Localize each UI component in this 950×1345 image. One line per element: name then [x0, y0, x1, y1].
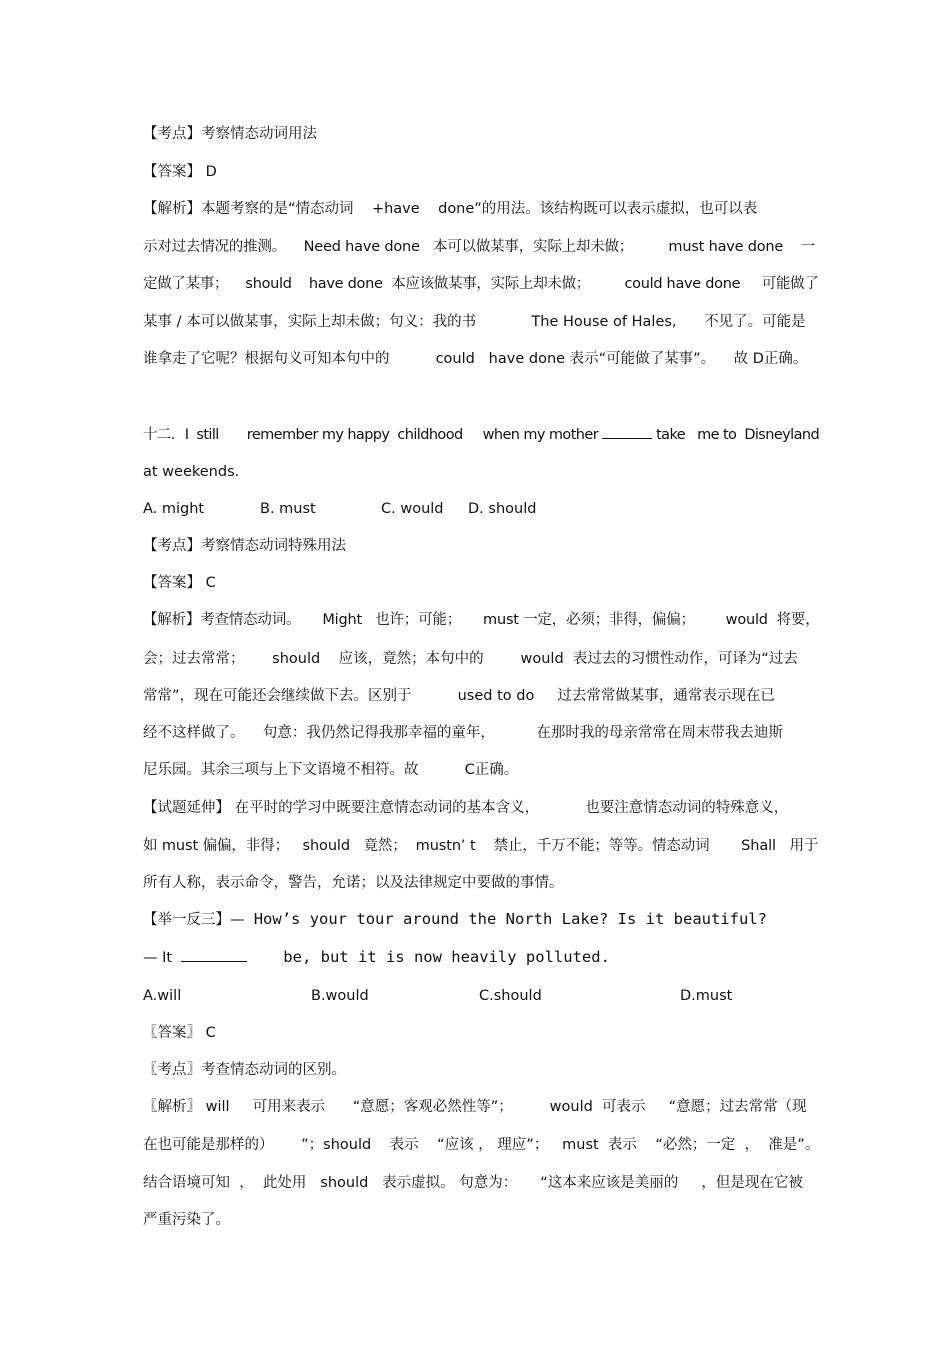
- analysis-line: 示对过去情况的推测。 Need have done 本可以做某事，实际上却未做； must have done 一: [143, 239, 816, 255]
- kaodian-line: 【考点】考察情态动词用法: [143, 126, 317, 142]
- follow-up-reply: [143, 947, 610, 968]
- extension-line: 如 must 偏偏，非得； should 竟然； mustn’ t 禁止，千万不能；等等。情态动词 Shall 用于: [143, 838, 819, 854]
- follow-up-question: [143, 909, 767, 930]
- option-b: B. must: [260, 501, 316, 517]
- kaodian-line: 【考点】考察情态动词特殊用法: [143, 538, 346, 554]
- analysis-line: 会；过去常常； should 应该，竟然；本句中的 would 表过去的习惯性动作，可译为“过去: [143, 651, 798, 667]
- option-b: B.would: [311, 988, 369, 1004]
- option-d: D. should: [468, 501, 537, 517]
- answer-line: 【答案】 C: [143, 575, 216, 591]
- kaodian-line: 〖考点〗考查情态动词的区别。: [143, 1062, 346, 1078]
- follow-up-label: 【举一反三】—: [143, 912, 254, 928]
- option-a: A. might: [143, 501, 205, 517]
- analysis-line: 【解析】本题考察的是“情态动词 +have done”的用法。该结构既可以表示虚拟，也可以表: [143, 201, 758, 217]
- reply-prefix: — It: [143, 950, 182, 966]
- analysis-line: 【解析】考查情态动词。 Might 也许；可能； must 一定，必须；非得，偏偏； would 将要，: [143, 612, 820, 628]
- follow-up-question-text: How’s your tour around the North Lake? Is it beautiful?: [253, 910, 767, 928]
- analysis-line: 在也可能是那样的） ”；should 表示 “应该 ， 理应”； must 表示 “必然；一定 ， 准是”。: [143, 1137, 820, 1153]
- option-d: D.must: [680, 988, 733, 1004]
- question-stem-continued: at weekends.: [143, 464, 240, 480]
- answer-line: 〖答案〗 C: [143, 1025, 216, 1041]
- analysis-line: 〖解析〗 will 可用来表示 “意愿；客观必然性等”； would 可表示 “意愿；过去常常（现: [143, 1099, 807, 1115]
- analysis-line: 常常”，现在可能还会继续做下去。区别于 used to do 过去常常做某事，通常表示现在已: [143, 688, 775, 704]
- question-stem: [143, 424, 819, 445]
- analysis-line: 尼乐园。其余三项与上下文语境不相符。故 C正确。: [143, 762, 519, 778]
- extension-line: 所有人称，表示命令，警告，允诺；以及法律规定中要做的事情。: [143, 875, 564, 891]
- option-a: A.will: [143, 988, 182, 1004]
- reply-suffix: be, but it is now heavily polluted.: [283, 948, 610, 966]
- analysis-line: 谁拿走了它呢？根据句义可知本句中的 could have done 表示“可能做了某事”。 故 D正确。: [143, 351, 808, 367]
- option-c: C.should: [479, 988, 542, 1004]
- analysis-line: 经不这样做了。 句意：我仍然记得我那幸福的童年， 在那时我的母亲常常在周末带我去迪斯: [143, 725, 783, 741]
- stem-text: 十二．I still remember my happy childhood when my mother: [143, 427, 603, 443]
- answer-blank: [181, 947, 247, 962]
- option-c: C. would: [381, 501, 444, 517]
- analysis-line: 结合语境可知 ， 此处用 should 表示虚拟。 句意为： “这本来应该是美丽的 ，但是现在它被: [143, 1175, 803, 1191]
- answer-blank: [602, 424, 652, 439]
- stem-text: take me to Disneyland: [652, 427, 820, 443]
- analysis-line: 严重污染了。: [143, 1212, 230, 1228]
- analysis-line: 定做了某事； should have done 本应该做某事，实际上却未做； could have done 可能做了: [143, 276, 819, 292]
- answer-line: 【答案】 D: [143, 164, 217, 180]
- extension-line: 【试题延伸】 在平时的学习中既要注意情态动词的基本含义， 也要注意情态动词的特殊意义，: [143, 800, 789, 816]
- analysis-line: 某事 / 本可以做某事，实际上却未做；句义：我的书 The House of Hales, 不见了。可能是: [143, 314, 806, 330]
